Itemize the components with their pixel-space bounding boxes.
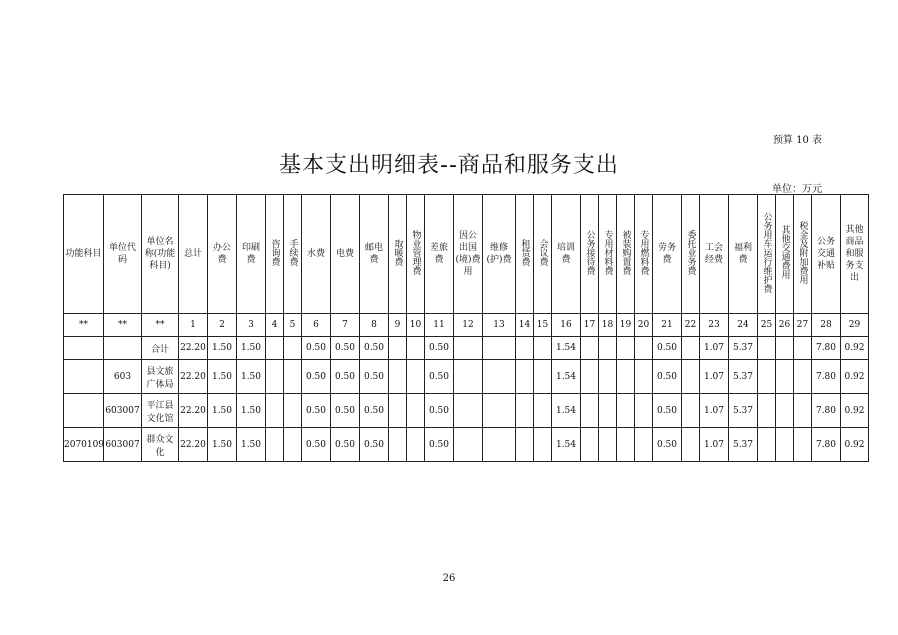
column-header <box>104 195 142 314</box>
table-cell: 0.92 <box>841 428 869 462</box>
table-cell: 0.50 <box>653 428 682 462</box>
table-cell: 0.92 <box>841 360 869 394</box>
table-row <box>64 337 869 360</box>
column-header-label: 专用材料费 <box>602 229 613 275</box>
table-cell <box>581 428 599 462</box>
table-row <box>64 394 869 428</box>
table-cell: 群众文化 <box>142 428 179 462</box>
table-cell: 1.50 <box>237 337 266 360</box>
table-cell <box>534 360 552 394</box>
column-header-label: 印刷费 <box>241 243 260 265</box>
column-header-label: 其他商品和服务支出 <box>845 225 864 283</box>
table-cell <box>483 337 516 360</box>
table-row <box>64 428 869 462</box>
column-header <box>179 195 208 314</box>
table-cell <box>635 360 653 394</box>
column-header-label: 工会经费 <box>704 243 723 265</box>
table-cell <box>407 337 425 360</box>
column-number: 17 <box>581 314 599 337</box>
table-cell: 0.50 <box>425 360 454 394</box>
table-cell: 0.50 <box>360 428 389 462</box>
column-header <box>237 195 266 314</box>
column-header <box>425 195 454 314</box>
column-number: 11 <box>425 314 454 337</box>
column-number-row <box>64 314 869 337</box>
table-cell: 0.50 <box>425 337 454 360</box>
table-cell: 1.54 <box>552 428 581 462</box>
column-number: 27 <box>794 314 812 337</box>
table-cell <box>599 428 617 462</box>
table-cell <box>516 428 534 462</box>
table-cell: 0.50 <box>360 360 389 394</box>
column-header-label: 功能科目 <box>65 249 102 259</box>
column-header-label: 因公出国(境)费用 <box>455 231 481 277</box>
table-cell <box>794 394 812 428</box>
column-header-label: 物业管理费 <box>410 229 421 275</box>
column-header-label: 专用燃料费 <box>638 229 649 275</box>
table-cell <box>64 360 104 394</box>
column-header <box>653 195 682 314</box>
table-cell <box>284 360 302 394</box>
table-cell <box>64 337 104 360</box>
table-cell: 22.20 <box>179 360 208 394</box>
table-cell <box>581 394 599 428</box>
column-number: 3 <box>237 314 266 337</box>
table-cell <box>534 394 552 428</box>
column-header <box>142 195 179 314</box>
column-header-label: 委托业务费 <box>685 229 696 275</box>
table-cell <box>104 337 142 360</box>
column-header <box>776 195 794 314</box>
table-cell <box>599 337 617 360</box>
table-cell: 1.50 <box>237 428 266 462</box>
column-header <box>208 195 237 314</box>
table-cell: 2070109 <box>64 428 104 462</box>
table-cell <box>516 394 534 428</box>
table-cell: 1.54 <box>552 394 581 428</box>
column-header <box>581 195 599 314</box>
column-number: 13 <box>483 314 516 337</box>
column-header-label: 水费 <box>306 249 325 259</box>
column-number: 12 <box>454 314 483 337</box>
column-header <box>617 195 635 314</box>
column-number: 16 <box>552 314 581 337</box>
column-header <box>758 195 776 314</box>
page-title: 基本支出明细表--商品和服务支出 <box>279 153 619 178</box>
table-cell <box>407 394 425 428</box>
column-header <box>64 195 104 314</box>
column-number: 29 <box>841 314 869 337</box>
table-cell: 1.07 <box>700 360 729 394</box>
table-cell <box>389 360 407 394</box>
table-cell: 1.50 <box>208 428 237 462</box>
column-header <box>534 195 552 314</box>
table-cell: 0.50 <box>653 360 682 394</box>
column-header <box>302 195 331 314</box>
table-cell <box>599 394 617 428</box>
column-header-label: 福利费 <box>733 243 752 265</box>
table-cell <box>483 428 516 462</box>
column-number: 10 <box>407 314 425 337</box>
table-body <box>64 337 869 462</box>
table-cell <box>454 394 483 428</box>
table-cell: 0.50 <box>302 360 331 394</box>
table-cell <box>617 337 635 360</box>
table-cell: 0.50 <box>302 394 331 428</box>
column-number: 2 <box>208 314 237 337</box>
table-cell <box>284 394 302 428</box>
column-header <box>284 195 302 314</box>
table-cell: 1.07 <box>700 428 729 462</box>
table-cell <box>266 428 284 462</box>
column-header <box>841 195 869 314</box>
column-number: 9 <box>389 314 407 337</box>
column-number: 28 <box>812 314 841 337</box>
column-header-label: 单位代码 <box>108 243 136 265</box>
table-cell: 0.50 <box>302 428 331 462</box>
table-cell: 1.50 <box>237 360 266 394</box>
column-header-label: 培训费 <box>556 243 575 265</box>
column-number: 24 <box>729 314 758 337</box>
table-cell: 1.50 <box>237 394 266 428</box>
table-cell <box>794 360 812 394</box>
table-cell: 1.50 <box>208 394 237 428</box>
table-cell <box>758 394 776 428</box>
column-header <box>516 195 534 314</box>
column-header-label: 公务接待费 <box>584 229 595 275</box>
table-cell: 0.50 <box>331 394 360 428</box>
table-cell <box>284 337 302 360</box>
table-number-label: 预算 10 表 <box>772 135 822 146</box>
column-number: 15 <box>534 314 552 337</box>
column-number: 22 <box>682 314 700 337</box>
table-cell <box>635 394 653 428</box>
table-cell: 5.37 <box>729 337 758 360</box>
table-cell <box>682 337 700 360</box>
column-header-label: 劳务费 <box>657 243 676 265</box>
column-number: 7 <box>331 314 360 337</box>
column-header-label: 总计 <box>183 249 202 259</box>
table-cell: 0.50 <box>302 337 331 360</box>
column-header <box>389 195 407 314</box>
table-cell <box>758 337 776 360</box>
column-header-label: 差旅费 <box>429 243 448 265</box>
table-cell <box>682 360 700 394</box>
column-header <box>454 195 483 314</box>
column-header <box>266 195 284 314</box>
table-cell <box>776 394 794 428</box>
column-header <box>599 195 617 314</box>
table-cell: 7.80 <box>812 360 841 394</box>
table-cell: 5.37 <box>729 360 758 394</box>
column-number: ** <box>104 314 142 337</box>
column-header-label: 邮电费 <box>364 243 383 265</box>
table-cell: 合计 <box>142 337 179 360</box>
table-cell: 22.20 <box>179 394 208 428</box>
column-header <box>483 195 516 314</box>
column-number: 26 <box>776 314 794 337</box>
table-cell <box>407 360 425 394</box>
page-number: 26 <box>442 573 456 584</box>
column-header-label: 电费 <box>335 249 354 259</box>
table-cell <box>635 337 653 360</box>
table-cell: 0.50 <box>425 394 454 428</box>
table-cell: 0.50 <box>425 428 454 462</box>
column-header-label: 取暖费 <box>392 238 403 266</box>
table-cell: 7.80 <box>812 394 841 428</box>
column-number: ** <box>64 314 104 337</box>
column-number: 25 <box>758 314 776 337</box>
table-cell <box>776 337 794 360</box>
column-header <box>729 195 758 314</box>
table-cell <box>794 428 812 462</box>
table-cell: 1.54 <box>552 337 581 360</box>
column-header-label: 手续费 <box>287 238 298 266</box>
table-cell: 7.80 <box>812 428 841 462</box>
table-cell <box>534 428 552 462</box>
column-number: 19 <box>617 314 635 337</box>
column-header-label: 咨询费 <box>269 238 280 266</box>
table-cell: 0.50 <box>653 337 682 360</box>
column-number: 20 <box>635 314 653 337</box>
table-cell: 1.07 <box>700 337 729 360</box>
table-cell: 0.50 <box>331 337 360 360</box>
table-cell <box>389 337 407 360</box>
table-cell: 0.50 <box>653 394 682 428</box>
table-cell <box>266 394 284 428</box>
table-cell: 5.37 <box>729 428 758 462</box>
column-header <box>407 195 425 314</box>
table-cell <box>617 428 635 462</box>
column-number: 21 <box>653 314 682 337</box>
table-cell: 平江县文化馆 <box>142 394 179 428</box>
table-cell: 603007 <box>104 394 142 428</box>
unit-label: 单位：万元 <box>772 184 822 195</box>
column-header-label: 单位名称(功能科目) <box>144 237 176 271</box>
column-header <box>331 195 360 314</box>
column-header <box>812 195 841 314</box>
table-cell: 5.37 <box>729 394 758 428</box>
column-header <box>700 195 729 314</box>
table-cell: 1.07 <box>700 394 729 428</box>
table-cell <box>284 428 302 462</box>
column-header-label: 办公费 <box>212 243 231 265</box>
column-header-label: 维修(护)费 <box>486 243 512 265</box>
table-cell <box>454 360 483 394</box>
column-header <box>360 195 389 314</box>
table-cell <box>617 394 635 428</box>
column-header-label: 公务交通补贴 <box>816 237 835 271</box>
table-cell: 1.50 <box>208 337 237 360</box>
column-number: 14 <box>516 314 534 337</box>
column-number: ** <box>142 314 179 337</box>
table-cell <box>776 360 794 394</box>
table-cell <box>407 428 425 462</box>
column-header <box>682 195 700 314</box>
column-number: 8 <box>360 314 389 337</box>
column-number: 23 <box>700 314 729 337</box>
table-cell: 0.92 <box>841 394 869 428</box>
table-cell <box>758 360 776 394</box>
table-cell: 1.50 <box>208 360 237 394</box>
column-number: 18 <box>599 314 617 337</box>
table-cell: 603 <box>104 360 142 394</box>
table-row <box>64 360 869 394</box>
column-header-label: 租赁费 <box>519 238 530 266</box>
column-header <box>552 195 581 314</box>
table-cell: 0.50 <box>360 394 389 428</box>
column-number: 4 <box>266 314 284 337</box>
table-cell: 7.80 <box>812 337 841 360</box>
column-header <box>794 195 812 314</box>
column-number: 6 <box>302 314 331 337</box>
table-cell <box>483 360 516 394</box>
table-cell: 0.50 <box>360 337 389 360</box>
column-header-label: 公务用车运行维护费 <box>761 211 772 293</box>
table-cell: 县文旅广体局 <box>142 360 179 394</box>
column-number: 1 <box>179 314 208 337</box>
table-cell: 0.50 <box>331 360 360 394</box>
table-cell <box>266 360 284 394</box>
column-header-label: 被装购置费 <box>620 229 631 275</box>
table-cell <box>682 428 700 462</box>
table-cell <box>454 337 483 360</box>
table-cell <box>483 394 516 428</box>
table-cell <box>617 360 635 394</box>
column-header-label: 税金及附加费用 <box>797 220 808 284</box>
table-cell <box>599 360 617 394</box>
table-cell: 0.92 <box>841 337 869 360</box>
table-cell <box>758 428 776 462</box>
table-cell <box>516 360 534 394</box>
table-cell: 22.20 <box>179 428 208 462</box>
column-header-label: 其他交通费用 <box>779 225 790 279</box>
column-header-label: 会议费 <box>537 238 548 266</box>
table-cell <box>516 337 534 360</box>
table-cell <box>534 337 552 360</box>
table-cell: 603007 <box>104 428 142 462</box>
table-cell: 1.54 <box>552 360 581 394</box>
table-cell <box>776 428 794 462</box>
expenditure-table <box>63 194 869 462</box>
table-cell <box>581 337 599 360</box>
column-header <box>635 195 653 314</box>
table-cell <box>635 428 653 462</box>
column-number: 5 <box>284 314 302 337</box>
table-cell <box>794 337 812 360</box>
table-cell <box>64 394 104 428</box>
table-cell <box>389 394 407 428</box>
table-cell <box>581 360 599 394</box>
table-cell <box>266 337 284 360</box>
header-row <box>64 195 869 314</box>
table-cell: 22.20 <box>179 337 208 360</box>
table-cell <box>454 428 483 462</box>
table-cell: 0.50 <box>331 428 360 462</box>
table-cell <box>682 394 700 428</box>
table-cell <box>389 428 407 462</box>
